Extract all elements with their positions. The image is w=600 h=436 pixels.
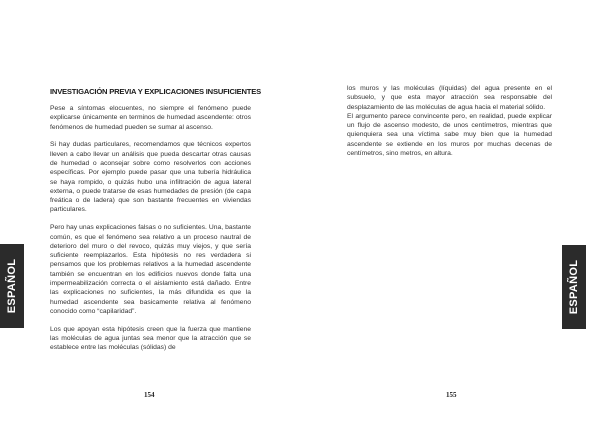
paragraph: El argumento parece convincente pero, en realidad, puede explicar un flujo de ascenso modesto, de unos centímetros, mientras que quienquiera sea una víctima sabe muy bien que la humedad ascendente se extiende en los muros por muchas decenas de centímetros, sino metros, en altura. [347, 112, 552, 158]
language-tab-right [562, 245, 586, 329]
paragraph: Si hay dudas particulares, recomendamos que técnicos expertos lleven a cabo llevar un análisis que pueda descartar otras causas de humedad o aconsejar sobre como resolverlos con acciones específicas. Por ejemplo puede pasar que una tubería hidráulica se haya rompido, o quizás hubo una infiltración de agua lateral externa, o puede tratarse de esas humedades de presión (de capa freática o de ladera) que son bastante frecuentes en viviendas particulares. [50, 141, 251, 214]
language-tab-left [0, 244, 24, 328]
paragraph: los muros y las moléculas (líquidas) del agua presente en el subsuelo, y que esta mayor atracción sea responsable del desplazamiento de las moléculas de agua hacia el material sólido. [347, 85, 552, 111]
page-number-right: 155 [446, 391, 457, 399]
page-number-left: 154 [144, 391, 155, 399]
left-page-text [50, 104, 251, 361]
paragraph: Pero hay unas explicaciones falsas o no suficientes. Una, bastante común, es que el fenómeno sea relativo a un proceso nautral de deterioro del muro o del revoco, quizás muy viejos, y que sería suficiente reemplazarlos. Esta hipótesis no res verdadera si pensamos que los problemas relativos a la humedad ascendente también se encuentran en los edificios nuevos donde falta una impermeabilización correcta o el aislamiento está dañado. Entre las explicaciones no suficientes, la más difundida es que la humedad ascendente sea basicamente relativa al fenómeno conocido como “capilaridad”. [50, 224, 251, 315]
paragraph: Los que apoyan esta hipótesis creen que la fuerza que mantiene las moléculas de agua juntas sea menor que la atracción que se establece entre las moléculas (sólidas) de [50, 325, 251, 352]
section-heading: INVESTIGACIÓN PREVIA Y EXPLICACIONES INSUFICIENTES [50, 87, 261, 96]
language-tab-label: ESPAÑOL [568, 259, 580, 315]
paragraph: Pese a síntomas elocuentes, no siempre el fenómeno puede explicarse únicamente en terminos de humedad ascendente: otros fenómenos de humedad pueden se sumar al ascenso. [50, 105, 251, 131]
right-page-text [347, 84, 552, 158]
language-tab-label: ESPAÑOL [6, 258, 18, 314]
